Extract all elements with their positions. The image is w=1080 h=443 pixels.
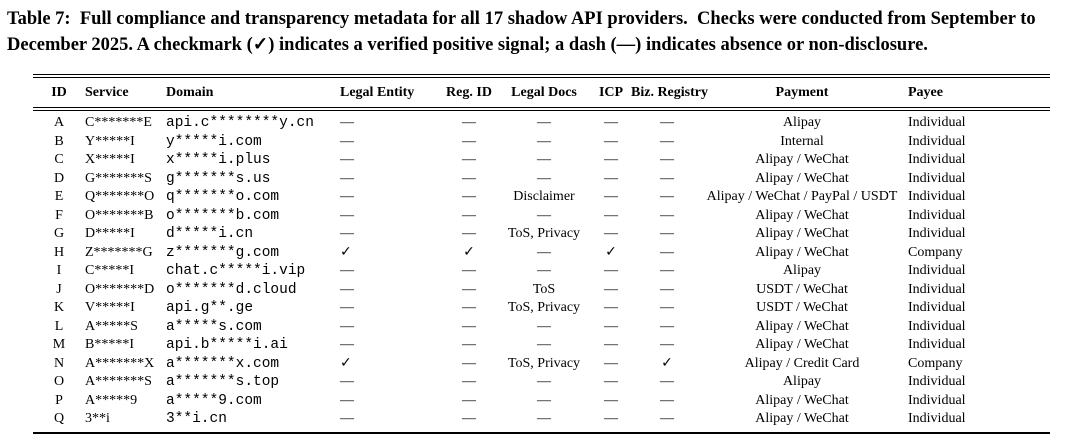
cell-payment: Alipay / WeChat: [755, 411, 849, 426]
cell-legal-docs: —: [537, 337, 551, 352]
cell-payee: Individual: [908, 374, 966, 389]
cell-legal-docs: —: [537, 374, 551, 389]
cell-reg-id: —: [462, 411, 476, 426]
table-row-provider-H: [33, 244, 1050, 263]
cell-payment: Alipay / WeChat / PayPal / USDT: [706, 189, 898, 204]
cell-service: Q*******O: [85, 189, 155, 204]
cell-legal-entity: ✓: [340, 355, 352, 371]
cell-payment: Alipay / WeChat: [755, 207, 849, 223]
cell-payment: Alipay / WeChat: [755, 318, 849, 334]
column-header-id: ID: [33, 76, 85, 109]
column-header-payment: Payment: [703, 76, 901, 109]
cell-biz-registry: ✓: [661, 355, 673, 371]
cell-domain: o*******b.com: [166, 207, 280, 224]
cell-service: C*******E: [85, 115, 152, 130]
column-header-service: Service: [85, 76, 166, 109]
cell-legal-entity: ✓: [340, 244, 352, 260]
cell-domain: g*******s.us: [166, 170, 271, 187]
cell-domain: a*******x.com: [166, 355, 280, 372]
cell-service: V*****I: [85, 300, 135, 315]
cell-service: A*****S: [85, 318, 138, 334]
table-row-provider-F: [33, 207, 1050, 226]
cell-legal-entity: —: [340, 170, 354, 186]
cell-biz-registry: —: [660, 263, 674, 278]
column-header-icp: ICP: [591, 76, 631, 109]
caption-line-2: December 2025. A checkmark (✓) indicates a verified positive signal; a dash (—) indicates absence or non-disclosure.: [7, 35, 928, 55]
cell-payment: Alipay / Credit Card: [744, 355, 860, 371]
table-container: [33, 74, 1050, 434]
cell-icp: —: [604, 226, 618, 241]
cell-legal-entity: —: [340, 411, 354, 426]
table-row-provider-K: [33, 299, 1050, 318]
cell-legal-docs: Disclaimer: [513, 189, 575, 204]
cell-domain: x*****i.plus: [166, 152, 271, 168]
cell-reg-id: —: [462, 318, 476, 334]
column-header-domain: Domain: [166, 76, 338, 109]
cell-service: A*******S: [85, 374, 152, 389]
table-row-provider-M: [33, 336, 1050, 355]
cell-domain: a*****9.com: [166, 392, 262, 409]
cell-payment: USDT / WeChat: [756, 300, 848, 315]
cell-id: F: [55, 207, 63, 223]
cell-payee: Individual: [908, 392, 966, 408]
cell-payment: Alipay: [782, 263, 822, 278]
cell-reg-id: —: [462, 374, 476, 389]
cell-reg-id: —: [462, 392, 476, 408]
cell-legal-entity: —: [340, 263, 354, 278]
cell-reg-id: ✓: [463, 244, 475, 260]
cell-legal-docs: —: [537, 152, 551, 167]
cell-biz-registry: —: [660, 170, 674, 186]
cell-icp: —: [604, 300, 618, 315]
cell-payment: Alipay / WeChat: [755, 152, 849, 167]
cell-legal-docs: —: [537, 318, 551, 334]
cell-domain: api.g**.ge: [166, 300, 254, 316]
cell-reg-id: —: [462, 115, 476, 130]
table-row-provider-J: [33, 281, 1050, 300]
cell-service: Y*****I: [85, 133, 135, 149]
cell-legal-entity: —: [340, 226, 354, 241]
cell-legal-entity: —: [340, 115, 354, 130]
cell-domain: o*******d.cloud: [166, 281, 297, 298]
cell-reg-id: —: [462, 337, 476, 352]
cell-icp: —: [604, 152, 618, 167]
cell-payment: Alipay / WeChat: [755, 226, 849, 241]
cell-icp: —: [604, 281, 618, 297]
cell-legal-docs: —: [537, 263, 551, 278]
cell-reg-id: —: [462, 170, 476, 186]
cell-payee: Individual: [908, 133, 966, 149]
cell-icp: —: [604, 263, 618, 278]
cell-biz-registry: —: [660, 152, 674, 167]
cell-icp: —: [604, 392, 618, 408]
cell-domain: chat.c*****i.vip: [166, 263, 306, 279]
cell-icp: —: [604, 189, 618, 204]
cell-payment: Alipay / WeChat: [755, 337, 849, 352]
cell-legal-docs: —: [537, 207, 551, 223]
table-row-provider-D: [33, 170, 1050, 189]
cell-domain: api.c********y.cn: [166, 115, 314, 131]
cell-biz-registry: —: [660, 244, 674, 260]
cell-id: I: [56, 263, 62, 278]
cell-reg-id: —: [462, 281, 476, 297]
cell-legal-docs: —: [537, 115, 551, 130]
cell-domain: d*****i.cn: [166, 226, 254, 242]
cell-legal-entity: —: [340, 207, 354, 223]
cell-service: O*******B: [85, 207, 154, 223]
cell-legal-docs: —: [537, 170, 551, 186]
cell-payee: Individual: [908, 170, 966, 186]
cell-payee: Individual: [908, 318, 966, 334]
cell-payee: Individual: [908, 226, 966, 241]
cell-biz-registry: —: [660, 337, 674, 352]
table-row-provider-Q: [33, 410, 1050, 433]
table-row-provider-G: [33, 225, 1050, 244]
cell-legal-entity: —: [340, 300, 354, 315]
cell-payment: Alipay: [782, 115, 822, 130]
cell-payee: Individual: [908, 263, 966, 278]
cell-reg-id: —: [462, 189, 476, 204]
cell-payee: Company: [908, 244, 963, 260]
cell-service: G*******S: [85, 170, 152, 186]
table-body: [33, 109, 1050, 433]
cell-legal-docs: —: [537, 244, 551, 260]
cell-biz-registry: —: [660, 318, 674, 334]
table-row-provider-L: [33, 318, 1050, 337]
cell-payee: Individual: [908, 207, 966, 223]
cell-icp: —: [604, 207, 618, 223]
cell-payee: Individual: [908, 152, 966, 167]
cell-domain: z*******g.com: [166, 244, 280, 261]
cell-service: A*****9: [85, 392, 138, 408]
cell-domain: a*******s.top: [166, 374, 280, 390]
cell-legal-docs: ToS: [532, 281, 556, 297]
cell-biz-registry: —: [660, 411, 674, 426]
cell-id: J: [56, 281, 62, 297]
table-row-provider-B: [33, 133, 1050, 152]
cell-payee: Individual: [908, 337, 966, 352]
column-header-legal-entity: Legal Entity: [338, 76, 441, 109]
cell-service: A*******X: [85, 355, 155, 371]
cell-icp: —: [604, 170, 618, 186]
cell-payment: Alipay / WeChat: [755, 392, 849, 408]
cell-legal-docs: —: [537, 411, 551, 426]
cell-biz-registry: —: [660, 207, 674, 223]
cell-id: P: [55, 392, 63, 408]
cell-legal-docs: ToS, Privacy: [507, 300, 581, 315]
cell-biz-registry: —: [660, 133, 674, 149]
cell-icp: —: [604, 374, 618, 389]
cell-legal-entity: —: [340, 337, 354, 352]
table-row-provider-I: [33, 262, 1050, 281]
cell-payee: Company: [908, 355, 963, 371]
cell-domain: 3**i.cn: [166, 411, 227, 427]
column-header-biz-registry: Biz. Registry: [631, 76, 703, 109]
cell-reg-id: —: [462, 207, 476, 223]
table-row-provider-N: [33, 355, 1050, 374]
table-caption: [7, 6, 1036, 58]
cell-legal-entity: —: [340, 318, 354, 334]
cell-payee: Individual: [908, 281, 966, 297]
cell-payment: Internal: [780, 133, 824, 149]
cell-id: Q: [53, 411, 65, 426]
cell-payment: Alipay: [782, 374, 822, 389]
cell-id: L: [54, 318, 64, 334]
cell-icp: —: [604, 318, 618, 334]
cell-id: N: [53, 355, 65, 371]
cell-id: K: [53, 300, 65, 315]
column-header-legal-docs: Legal Docs: [497, 76, 591, 109]
column-header-reg-id: Reg. ID: [441, 76, 497, 109]
cell-domain: a*****s.com: [166, 318, 262, 335]
cell-service: B*****I: [85, 337, 134, 352]
cell-service: D*****I: [85, 226, 135, 241]
cell-service: Z*******G: [85, 244, 153, 260]
cell-legal-entity: —: [340, 152, 354, 167]
cell-biz-registry: —: [660, 374, 674, 389]
cell-id: E: [54, 189, 64, 204]
cell-biz-registry: —: [660, 300, 674, 315]
cell-id: G: [53, 226, 65, 241]
cell-id: A: [53, 115, 65, 130]
cell-icp: —: [604, 355, 618, 371]
cell-payee: Individual: [908, 115, 966, 130]
cell-id: B: [54, 133, 64, 149]
cell-id: H: [53, 244, 65, 260]
table-row-provider-P: [33, 392, 1050, 411]
cell-service: C*****I: [85, 263, 134, 278]
cell-legal-docs: ToS, Privacy: [507, 226, 581, 241]
cell-id: O: [53, 374, 65, 389]
cell-payment: USDT / WeChat: [756, 281, 848, 297]
cell-service: X*****I: [85, 152, 135, 167]
cell-reg-id: —: [462, 226, 476, 241]
table-row-provider-C: [33, 151, 1050, 170]
cell-service: 3**i: [85, 411, 110, 426]
cell-icp: ✓: [605, 244, 617, 260]
cell-biz-registry: —: [660, 392, 674, 408]
cell-biz-registry: —: [660, 115, 674, 130]
cell-legal-docs: —: [537, 133, 551, 149]
column-header-payee: Payee: [901, 76, 1050, 109]
cell-reg-id: —: [462, 133, 476, 149]
cell-reg-id: —: [462, 263, 476, 278]
cell-legal-docs: —: [537, 392, 551, 408]
cell-payee: Individual: [908, 189, 966, 204]
cell-id: D: [53, 170, 65, 186]
cell-service: O*******D: [85, 281, 155, 297]
cell-biz-registry: —: [660, 281, 674, 297]
cell-legal-entity: —: [340, 392, 354, 408]
cell-icp: —: [604, 115, 618, 130]
cell-biz-registry: —: [660, 226, 674, 241]
cell-legal-entity: —: [340, 374, 354, 389]
cell-reg-id: —: [462, 300, 476, 315]
cell-reg-id: —: [462, 355, 476, 371]
cell-legal-entity: —: [340, 189, 354, 204]
cell-domain: y*****i.com: [166, 133, 262, 150]
cell-icp: —: [604, 337, 618, 352]
cell-payment: Alipay / WeChat: [755, 244, 849, 260]
cell-legal-docs: ToS, Privacy: [507, 355, 581, 371]
cell-id: M: [52, 337, 66, 352]
cell-payee: Individual: [908, 411, 966, 426]
table-header-row: [33, 76, 1050, 109]
cell-reg-id: —: [462, 152, 476, 167]
cell-domain: api.b*****i.ai: [166, 337, 288, 353]
cell-domain: q*******o.com: [166, 189, 280, 205]
table-row-provider-O: [33, 373, 1050, 392]
cell-id: C: [54, 152, 64, 167]
cell-legal-entity: —: [340, 133, 354, 149]
table-row-provider-E: [33, 188, 1050, 207]
cell-payee: Individual: [908, 300, 966, 315]
cell-legal-entity: —: [340, 281, 354, 297]
table-row-provider-A: [33, 109, 1050, 133]
cell-icp: —: [604, 133, 618, 149]
compliance-metadata-table: [33, 74, 1050, 434]
cell-payment: Alipay / WeChat: [755, 170, 849, 186]
cell-biz-registry: —: [660, 189, 674, 204]
cell-icp: —: [604, 411, 618, 426]
caption-line-1: Table 7: Full compliance and transparency metadata for all 17 shadow API providers. Checks were conducted from September to: [7, 9, 1036, 29]
